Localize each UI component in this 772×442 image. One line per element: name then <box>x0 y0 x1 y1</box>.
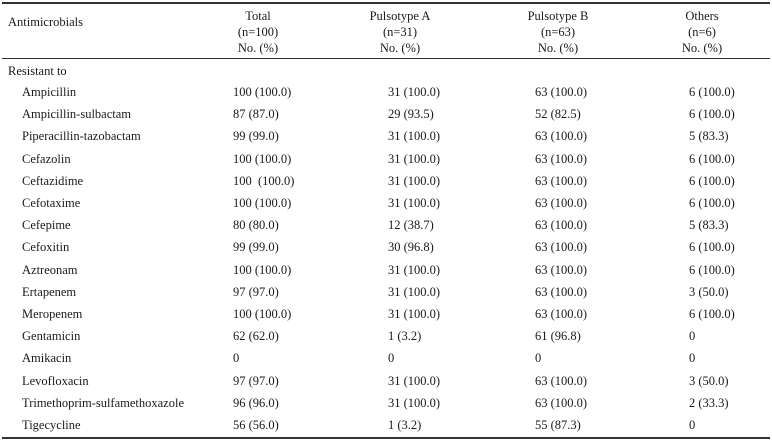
row-others: 6 (100.0) <box>689 151 735 166</box>
row-others: 6 (100.0) <box>689 262 735 277</box>
row-pulsotype-b: 63 (100.0) <box>535 373 588 388</box>
row-pulsotype-b: 52 (82.5) <box>535 107 581 122</box>
row-antimicrobial: Aztreonam <box>22 262 78 277</box>
row-total: 96 (96.0) <box>233 395 279 410</box>
table-row <box>0 259 772 281</box>
row-pulsotype-b: 63 (100.0) <box>535 173 588 188</box>
row-total: 80 (80.0) <box>233 218 279 233</box>
row-others: 6 (100.0) <box>689 107 735 122</box>
row-pulsotype-b: 0 <box>535 351 542 366</box>
row-total: 56 (56.0) <box>233 418 279 432</box>
row-total: 100 (100.0) <box>233 85 292 99</box>
row-total: 97 (97.0) <box>233 284 279 299</box>
row-pulsotype-a: 31 (100.0) <box>388 262 441 277</box>
row-pulsotype-a: 1 (3.2) <box>388 329 422 344</box>
table-row <box>0 236 772 258</box>
row-total: 62 (62.0) <box>233 329 279 344</box>
row-others: 6 (100.0) <box>689 196 735 210</box>
row-total: 100 (100.0) <box>233 173 295 188</box>
table-row <box>0 103 772 125</box>
row-total: 100 (100.0) <box>233 151 292 166</box>
table-row <box>0 81 772 103</box>
row-pulsotype-a: 29 (93.5) <box>388 107 434 122</box>
row-antimicrobial: Ampicillin <box>22 85 77 99</box>
row-others: 6 (100.0) <box>689 85 735 99</box>
row-pulsotype-b: 55 (87.3) <box>535 418 581 432</box>
table-row <box>0 192 772 214</box>
row-pulsotype-b: 63 (100.0) <box>535 196 588 210</box>
row-antimicrobial: Tigecycline <box>22 418 81 432</box>
row-pulsotype-a: 12 (38.7) <box>388 218 434 233</box>
row-antimicrobial: Cefazolin <box>22 151 71 166</box>
row-others: 6 (100.0) <box>689 307 735 321</box>
row-total: 97 (97.0) <box>233 373 279 388</box>
row-others: 5 (83.3) <box>689 129 729 144</box>
row-pulsotype-a: 1 (3.2) <box>388 418 422 432</box>
row-pulsotype-a: 31 (100.0) <box>388 173 441 188</box>
row-pulsotype-a: 31 (100.0) <box>388 196 441 210</box>
header-others-unit: No. (%) <box>681 41 723 55</box>
header-b-n: (n=63) <box>540 25 576 39</box>
row-antimicrobial: Gentamicin <box>22 329 81 344</box>
header-total-title: Total <box>245 9 271 23</box>
header-b-title: Pulsotype B <box>527 9 589 23</box>
table-row <box>0 281 772 303</box>
row-total: 99 (99.0) <box>233 129 279 144</box>
row-pulsotype-a: 31 (100.0) <box>388 373 441 388</box>
row-others: 0 <box>689 418 696 432</box>
row-antimicrobial: Trimethoprim-sulfamethoxazole <box>22 395 185 410</box>
section-label: Resistant to <box>8 64 67 78</box>
row-total: 99 (99.0) <box>233 240 279 255</box>
header-total-unit: No. (%) <box>237 41 279 55</box>
row-antimicrobial: Cefoxitin <box>22 240 70 255</box>
row-pulsotype-b: 63 (100.0) <box>535 262 588 277</box>
row-pulsotype-b: 63 (100.0) <box>535 284 588 299</box>
table-row <box>0 392 772 414</box>
row-pulsotype-b: 61 (96.8) <box>535 329 581 344</box>
header-a-n: (n=31) <box>382 25 418 39</box>
row-pulsotype-b: 63 (100.0) <box>535 307 588 321</box>
header-total <box>213 8 303 56</box>
table-row <box>0 347 772 369</box>
header-pulsotype-b <box>508 8 608 56</box>
row-pulsotype-b: 63 (100.0) <box>535 218 588 233</box>
row-total: 87 (87.0) <box>233 107 279 122</box>
row-others: 2 (33.3) <box>689 395 729 410</box>
row-antimicrobial: Meropenem <box>22 307 83 321</box>
row-antimicrobial: Cefepime <box>22 218 71 233</box>
row-pulsotype-a: 31 (100.0) <box>388 129 441 144</box>
table-row <box>0 303 772 325</box>
row-antimicrobial: Cefotaxime <box>22 196 81 210</box>
row-pulsotype-b: 63 (100.0) <box>535 129 588 144</box>
row-others: 0 <box>689 329 696 344</box>
header-a-title: Pulsotype A <box>369 9 431 23</box>
row-pulsotype-b: 63 (100.0) <box>535 395 588 410</box>
row-antimicrobial: Ceftazidime <box>22 173 84 188</box>
header-total-n: (n=100) <box>237 25 279 39</box>
row-pulsotype-b: 63 (100.0) <box>535 151 588 166</box>
table-row <box>0 170 772 192</box>
row-others: 6 (100.0) <box>689 173 735 188</box>
bottom-rule <box>2 437 770 439</box>
row-pulsotype-a: 31 (100.0) <box>388 284 441 299</box>
row-antimicrobial: Piperacillin-tazobactam <box>22 129 141 144</box>
row-others: 6 (100.0) <box>689 240 735 255</box>
top-rule <box>2 2 770 4</box>
row-pulsotype-a: 0 <box>388 351 395 366</box>
table-row <box>0 370 772 392</box>
row-pulsotype-a: 31 (100.0) <box>388 395 441 410</box>
header-a-unit: No. (%) <box>379 41 421 55</box>
header-others-n: (n=6) <box>688 25 716 39</box>
row-pulsotype-a: 31 (100.0) <box>388 85 441 99</box>
row-others: 3 (50.0) <box>689 284 729 299</box>
row-pulsotype-a: 31 (100.0) <box>388 307 441 321</box>
row-total: 0 <box>233 351 240 366</box>
row-pulsotype-a: 30 (96.8) <box>388 240 434 255</box>
header-pulsotype-a <box>350 8 450 56</box>
table-row <box>0 214 772 236</box>
row-antimicrobial: Ampicillin-sulbactam <box>22 107 132 122</box>
row-total: 100 (100.0) <box>233 196 292 210</box>
header-antimicrobials: Antimicrobials <box>8 15 83 29</box>
table-row <box>0 325 772 347</box>
header-others-title: Others <box>685 9 719 23</box>
row-others: 3 (50.0) <box>689 373 729 388</box>
header-others <box>652 8 752 56</box>
header-b-unit: No. (%) <box>537 41 579 55</box>
row-pulsotype-a: 31 (100.0) <box>388 151 441 166</box>
row-antimicrobial: Amikacin <box>22 351 72 366</box>
row-antimicrobial: Ertapenem <box>22 284 77 299</box>
table-row <box>0 148 772 170</box>
row-total: 100 (100.0) <box>233 262 292 277</box>
row-pulsotype-b: 63 (100.0) <box>535 85 588 99</box>
table-row <box>0 125 772 147</box>
table-row <box>0 414 772 436</box>
row-total: 100 (100.0) <box>233 307 292 321</box>
row-pulsotype-b: 63 (100.0) <box>535 240 588 255</box>
row-antimicrobial: Levofloxacin <box>22 373 89 388</box>
row-others: 0 <box>689 351 696 366</box>
header-rule <box>2 58 770 59</box>
row-others: 5 (83.3) <box>689 218 729 233</box>
